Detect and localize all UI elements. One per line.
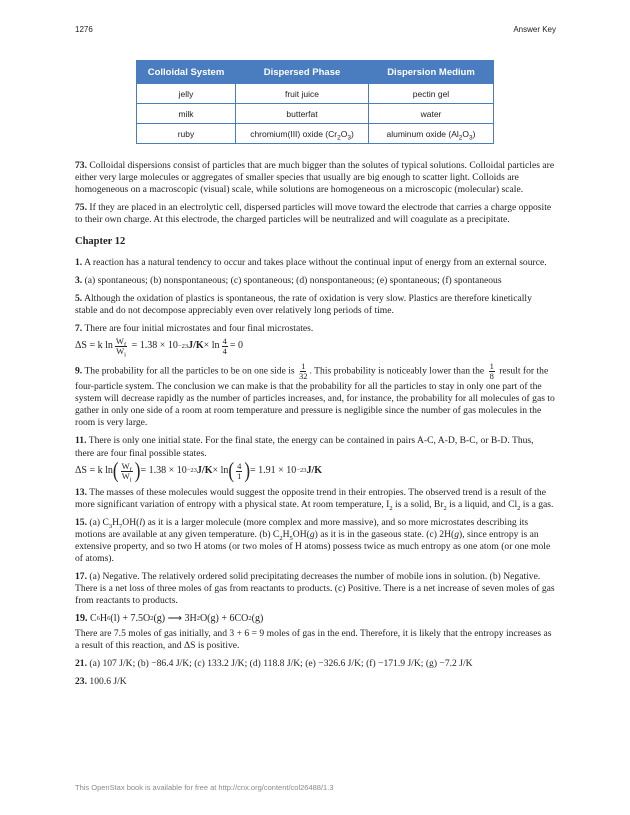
answer-content (75, 160, 555, 694)
table-cell: pectin gel (369, 84, 494, 104)
column-header: Dispersion Medium (369, 61, 494, 84)
table-cell: jelly (137, 84, 236, 104)
answer-3: 3. (a) spontaneous; (b) nonspontaneous; (c) spontaneous; (d) nonspontaneous; (e) spontaneous; (f) spontaneous (75, 274, 502, 286)
table-cell: aluminum oxide $(Al_2O_3)$ (369, 124, 494, 144)
answer-7: 7. There are four initial microstates and four final microstates. (75, 322, 314, 334)
chapter-heading: Chapter 12 (75, 236, 126, 248)
answer-13: 13. The masses of these molecules would suggest the opposite trend in their entropies. The observed trend is a result of the more significant variation of entropy with a physical state. At room temperature, $I_2$ is a solid, $Br_2$ is a liquid, and $Cl_2$ is a gas. (75, 486, 554, 512)
colloid-table (136, 60, 494, 144)
equation-19: 19. C 6 H 6 (l) + 7.5O 2 (g) ⟶ 3H 2 O(g) + 6CO 2 (g) (75, 613, 264, 625)
table-cell: ruby (137, 124, 236, 144)
table-cell: milk (137, 104, 236, 124)
table-row (137, 84, 494, 104)
answer-17: 17. (a) Negative. The relatively ordered solid precipitating decreases the number of mobile ions in solution. (b) Negative. There is a net loss of three moles of gas from reactants to products. (c) Positive. There is a net increase of seven moles of gas from reactants to products. (75, 571, 555, 607)
answer-23: 23. 100.6 J/K (75, 675, 127, 687)
equation-7: ΔS = k ln $\frac{W_f}{W_i}$ = 1.38 × 10 −23 J/K × ln $\frac{4}{4}$ = 0 (75, 336, 243, 359)
table-row (137, 104, 494, 124)
column-header: Dispersed Phase (236, 61, 369, 84)
answer-15: 15. (a) $C_3H_7OH(l)$ as it is a larger molecule (more complex and more massive), and so more microstates describing its motions are available at any given temperature. (b) $C_2H_5OH(g)$ as it is in the gaseous state. (c) 2H(g), since entropy is an extensive property, and so two H atoms (or two moles of H atoms) possess twice as much entropy as one atom (or one mole of atoms). (75, 516, 551, 565)
section-title: Answer Key (513, 25, 556, 34)
footer-note: This OpenStax book is available for free at http://cnx.org/content/col26488/1.3 (75, 783, 334, 792)
equation-11: ΔS = k ln ( $\frac{W_f}{W_i}$ ) = 1.38 × 10 −23 J/K × ln ( $\frac{4}{1}$ ) = 1.91 × 10 −23 J/K (75, 458, 323, 484)
answer-11: 11. There is only one initial state. For the final state, the energy can be contained in pairs A-C, A-D, B-C, or B-D. Thus, there are four final possible states. (75, 435, 534, 459)
answer-73: 73. Colloidal dispersions consist of particles that are much bigger than the solutes of typical solutions. Colloidal particles are either very large molecules or aggregates of smaller species that usually are big enough to scatter light. Colloids are homogeneous on a macroscopic (visual) scale, while solutions are homogeneous on a microscopic (molecular) scale. (75, 160, 555, 196)
answer-75: 75. If they are placed in an electrolytic cell, dispersed particles will move toward the electrode that carries a charge opposite to their own charge. At this electrode, the charged particles will be neutralized and will coagulate as a precipitate. (75, 202, 552, 226)
answer-21: 21. (a) 107 J/K; (b) −86.4 J/K; (c) 133.2 J/K; (d) 118.8 J/K; (e) −326.6 J/K; (f) −171.9 J/K; (g) −7.2 J/K (75, 657, 473, 669)
page-number: 1276 (75, 25, 93, 34)
table-cell: chromium(III) oxide $(Cr_2O_3)$ (236, 124, 369, 144)
table-cell: butterfat (236, 104, 369, 124)
table-header-row (137, 61, 494, 84)
answer-19: There are 7.5 moles of gas initially, and 3 + 6 = 9 moles of gas in the end. Therefore, it is likely that the entropy increases as a result of this reaction, and ΔS is positive. (75, 627, 552, 651)
table-row (137, 124, 494, 144)
answer-1: 1. A reaction has a natural tendency to occur and takes place without the continual input of energy from an external source. (75, 256, 547, 268)
answer-9: 9. The probability for all the particles to be on one side is $\frac{1}{32}$ . This probability is noticeably lower than the $\frac{1}{8}$ result for the four-particle system. The conclusion we can make is that the probability for all the particles to stay in only one part of the system will decrease rapidly as the number of particles increases, and, for instance, the probability for all molecules of gas to gather in only one side of a room at room temperature and pressure is negligible since the number of gas molecules in the room is very large. (75, 361, 555, 429)
column-header: Colloidal System (137, 61, 236, 84)
answer-5: 5. Although the oxidation of plastics is spontaneous, the rate of oxidation is very slow. Plastics are therefore kinetically stable and do not decompose appreciably even over relatively long periods of time. (75, 292, 532, 316)
table-cell: water (369, 104, 494, 124)
table-cell: fruit juice (236, 84, 369, 104)
